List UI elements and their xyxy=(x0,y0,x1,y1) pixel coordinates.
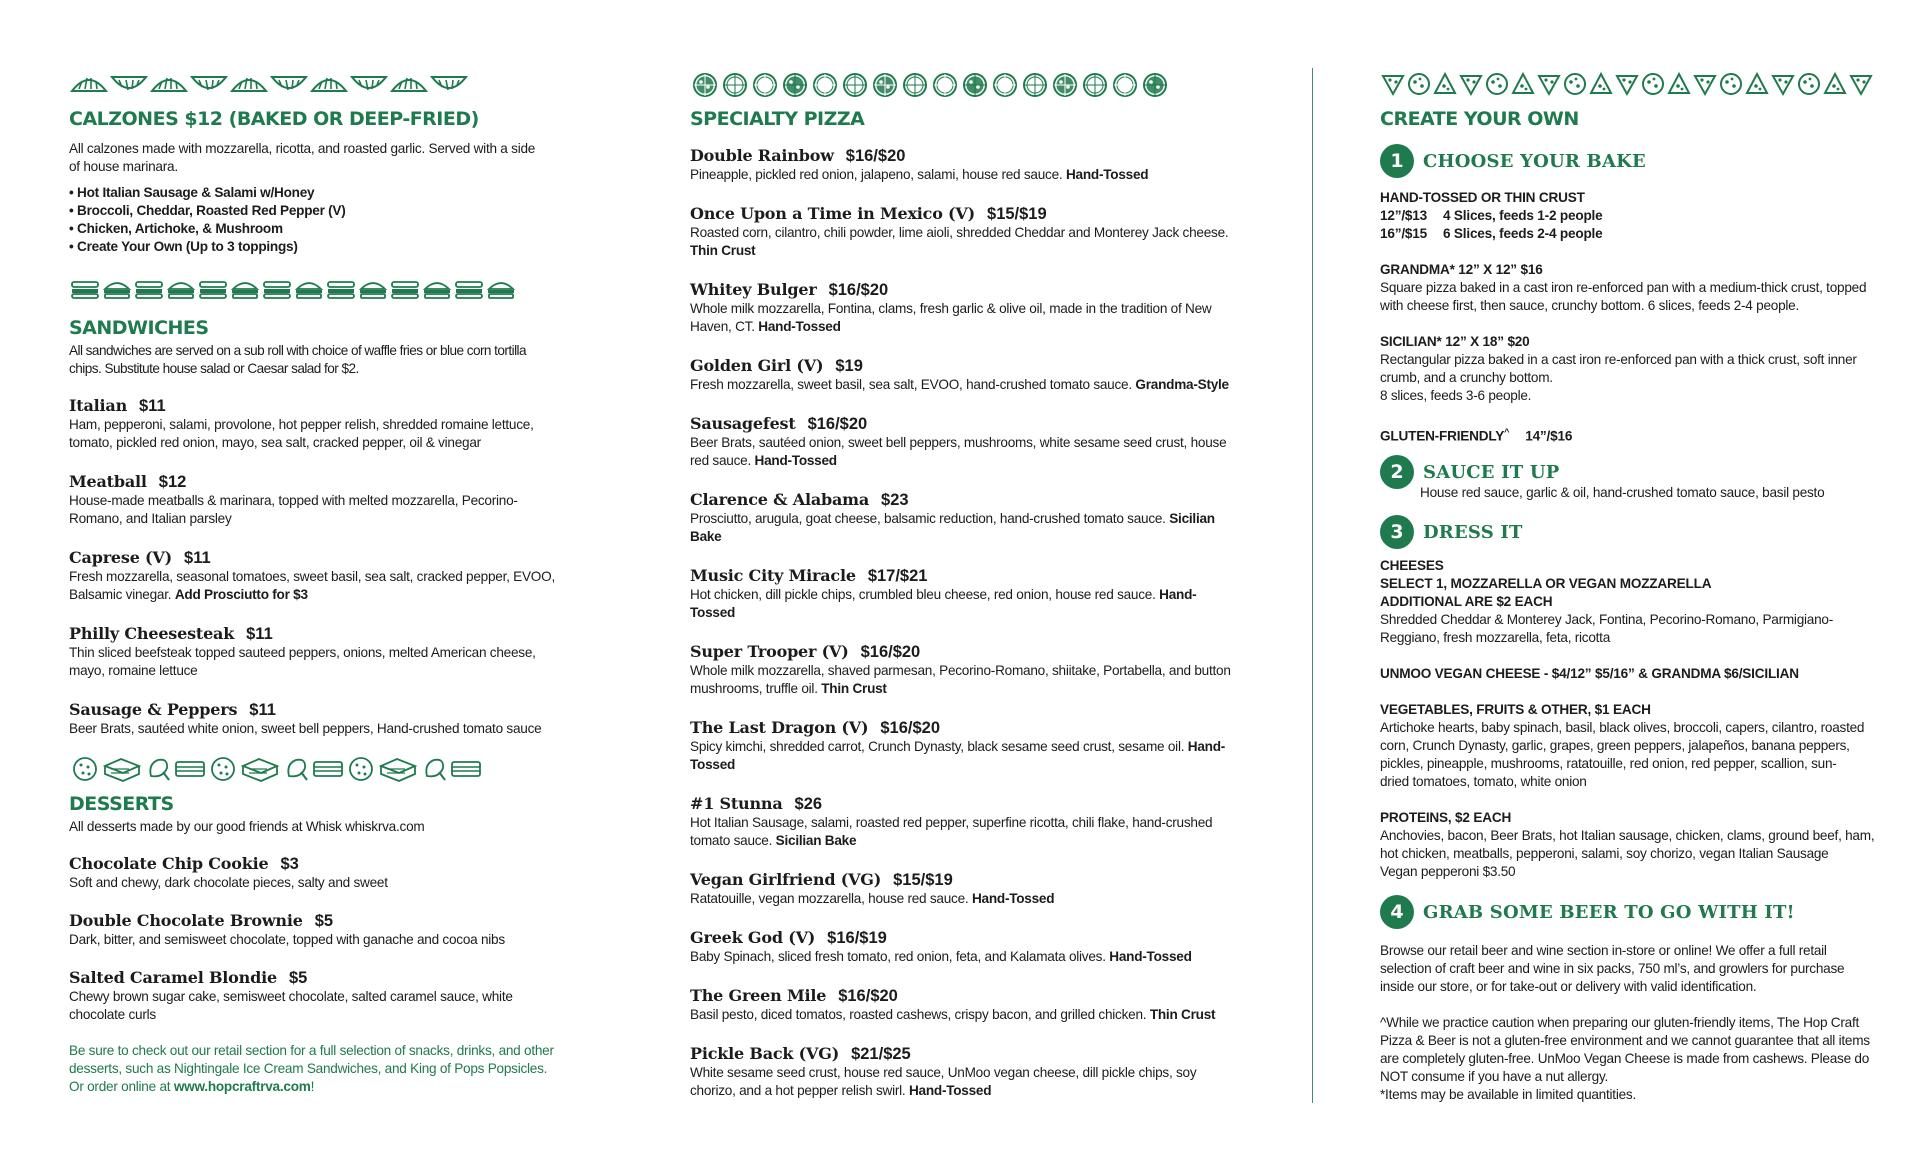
retail-note: Be sure to check out our retail section for a full selection of snacks, drinks, and other desserts, such as Nightingale Ice Cream Sandwiches, and King of Pops Popsicles. Or order online at www.hopcraftrva.com! xyxy=(69,1043,554,1094)
calzone-option: • Broccoli, Cheddar, Roasted Red Pepper (V) xyxy=(69,202,346,220)
pizza-icon xyxy=(810,70,840,100)
item-price: $16/$20 xyxy=(860,643,921,661)
menu-item xyxy=(69,624,559,680)
item-price: $23 xyxy=(881,491,909,509)
crust-style: Hand-Tossed xyxy=(690,739,1226,772)
step-1-header xyxy=(1380,144,1646,178)
calzone-icon xyxy=(389,72,429,94)
sandwich-icon xyxy=(229,277,261,301)
pizza-icon xyxy=(840,70,870,100)
vegetables-heading: VEGETABLES, FRUITS & OTHER, $1 EACH xyxy=(1380,702,1651,717)
item-name: Caprese (V) xyxy=(69,548,173,567)
dessert-icon xyxy=(281,754,311,784)
pizza-slice-icon xyxy=(1406,71,1432,97)
pizza-slice-icon xyxy=(1536,71,1562,97)
pizza-slice-icon xyxy=(1458,71,1484,97)
dessert-icon xyxy=(69,754,101,784)
calzone-icon xyxy=(269,72,309,94)
pizza-slice-icon xyxy=(1640,71,1666,97)
pizza-slice-icon xyxy=(1510,71,1536,97)
step-title: DRESS IT xyxy=(1423,521,1523,543)
item-price: $17/$21 xyxy=(867,567,928,585)
pizza-slice-icon xyxy=(1432,71,1458,97)
pizza-item xyxy=(690,146,1240,184)
item-name: Sausagefest xyxy=(690,414,796,433)
dessert-icon xyxy=(207,754,239,784)
add-on-note: Add Prosciutto for $3 xyxy=(174,587,308,602)
sandwich-icon xyxy=(69,277,101,301)
step-title: GRAB SOME BEER TO GO WITH IT! xyxy=(1423,901,1795,923)
item-name: The Last Dragon (V) xyxy=(690,718,869,737)
pizza-slice-icon xyxy=(1588,71,1614,97)
specialty-pizza-title: SPECIALTY PIZZA xyxy=(690,108,865,130)
step-number-badge: 3 xyxy=(1380,515,1414,549)
menu-item xyxy=(69,854,559,892)
pizza-icon xyxy=(1050,70,1080,100)
item-name: Double Rainbow xyxy=(690,146,834,165)
item-price: $19 xyxy=(835,357,863,375)
website-link[interactable]: www.hopcraftrva.com xyxy=(173,1079,311,1094)
calzone-options xyxy=(69,184,346,256)
proteins-heading: PROTEINS, $2 EACH xyxy=(1380,810,1512,825)
item-name: Clarence & Alabama xyxy=(690,490,870,509)
calzone-icon xyxy=(189,72,229,94)
crust-options-heading: HAND-TOSSED OR THIN CRUST xyxy=(1380,190,1585,205)
item-name: Sausage & Peppers xyxy=(69,700,238,719)
calzones-title: CALZONES $12 (BAKED OR DEEP-FRIED) xyxy=(69,108,479,130)
item-description: Soft and chewy, dark chocolate pieces, salty and sweet xyxy=(69,875,388,890)
pizza-icon xyxy=(720,70,750,100)
vegetables-list: Artichoke hearts, baby spinach, basil, black olives, broccoli, capers, cilantro, roasted corn, Crunch Dynasty, garlic, grapes, green peppers, jalapeños, banana peppers, pickles, pineapple, mushrooms, ratatouille, red onion, red pepper, scallion, sun-dried tomatoes, tomato, white onion xyxy=(1380,720,1865,789)
step-title: CHOOSE YOUR BAKE xyxy=(1423,150,1646,172)
item-name: Music City Miracle xyxy=(690,566,856,585)
gluten-friendly-option: GLUTEN-FRIENDLY^ 14”/$16 xyxy=(1380,427,1573,444)
step-number-badge: 1 xyxy=(1380,144,1414,178)
pizza-slice-icon xyxy=(1848,71,1874,97)
pizza-item xyxy=(690,204,1240,260)
item-description: Whole milk mozzarella, Fontina, clams, fresh garlic & olive oil, made in the tradition of New Haven, CT. Hand-Tossed xyxy=(690,301,1212,334)
dessert-icon xyxy=(239,754,281,784)
sandwich-icon xyxy=(293,277,325,301)
dessert-icon xyxy=(419,754,449,784)
pizza-icon xyxy=(1080,70,1110,100)
pizza-item xyxy=(690,870,1240,908)
crust-style: Hand-Tossed xyxy=(908,1083,992,1098)
pizza-item xyxy=(690,642,1240,698)
sandwich-icon xyxy=(485,277,517,301)
calzone-icon xyxy=(229,72,269,94)
item-price: $15/$19 xyxy=(987,205,1047,223)
item-name: Chocolate Chip Cookie xyxy=(69,854,269,873)
pizza-icon xyxy=(960,70,990,100)
pizza-slice-icon xyxy=(1614,71,1640,97)
crust-style: Hand-Tossed xyxy=(758,319,841,334)
calzone-icon-row xyxy=(69,72,469,94)
item-description: White sesame seed crust, house red sauce, UnMoo vegan cheese, dill pickle chips, soy chorizo, and a hot pepper relish swirl. Hand-Tossed xyxy=(690,1065,1197,1098)
sandwich-icon xyxy=(389,277,421,301)
item-description: Spicy kimchi, shredded carrot, Crunch Dynasty, black sesame seed crust, sesame oil. Hand-Tossed xyxy=(690,739,1226,772)
pizza-slice-icon xyxy=(1744,71,1770,97)
crust-style: Grandma-Style xyxy=(1135,377,1229,392)
crust-style: Thin Crust xyxy=(1149,1007,1216,1022)
item-name: Salted Caramel Blondie xyxy=(69,968,277,987)
sandwiches-description: All sandwiches are served on a sub roll with choice of waffle fries or blue corn tortilla chips. Substitute house salad or Caesar salad for $2. xyxy=(69,343,527,376)
sandwiches-title: SANDWICHES xyxy=(69,317,209,339)
crust-style: Thin Crust xyxy=(690,243,756,258)
dessert-icon xyxy=(143,754,173,784)
calzone-option: • Create Your Own (Up to 3 toppings) xyxy=(69,238,346,256)
calzone-icon xyxy=(109,72,149,94)
size-option-16: 16”/$15 6 Slices, feeds 2-4 people xyxy=(1380,226,1603,241)
pizza-item xyxy=(690,718,1240,774)
step-3-header xyxy=(1380,515,1523,549)
size-option-12: 12”/$13 4 Slices, feeds 1-2 people xyxy=(1380,208,1603,223)
crust-style: Hand-Tossed xyxy=(1065,167,1149,182)
item-price: $26 xyxy=(794,795,823,813)
pizza-icon xyxy=(690,70,720,100)
sicilian-heading: SICILIAN* 12” X 18” $20 xyxy=(1380,334,1530,349)
cheese-additional-rule: ADDITIONAL ARE $2 EACH xyxy=(1380,594,1553,609)
pizza-icon xyxy=(930,70,960,100)
item-name: The Green Mile xyxy=(690,986,827,1005)
menu-item xyxy=(69,911,559,949)
item-description: Ratatouille, vegan mozzarella, house red sauce. Hand-Tossed xyxy=(690,891,1055,906)
item-price: $12 xyxy=(158,473,187,491)
item-price: $16/$20 xyxy=(838,987,898,1005)
sandwich-icon xyxy=(325,277,357,301)
item-price: $11 xyxy=(139,397,166,415)
pizza-item xyxy=(690,490,1240,546)
pizza-slice-icon xyxy=(1692,71,1718,97)
crust-style: Hand-Tossed xyxy=(754,453,837,468)
item-description: Dark, bitter, and semisweet chocolate, topped with ganache and cocoa nibs xyxy=(69,932,505,947)
item-description: Fresh mozzarella, sweet basil, sea salt, EVOO, hand-crushed tomato sauce. Grandma-Style xyxy=(690,377,1229,392)
item-description: Chewy brown sugar cake, semisweet chocolate, salted caramel sauce, white chocolate curls xyxy=(69,989,513,1022)
step-4-header xyxy=(1380,895,1795,929)
item-price: $16/$20 xyxy=(807,415,868,433)
column-divider xyxy=(1312,68,1313,1103)
crust-style: Hand-Tossed xyxy=(971,891,1055,906)
dessert-icon xyxy=(449,757,483,781)
menu-item xyxy=(69,472,559,528)
item-price: $11 xyxy=(246,625,273,643)
cheese-select-rule: SELECT 1, MOZZARELLA OR VEGAN MOZZARELLA xyxy=(1380,576,1712,591)
item-name: Greek God (V) xyxy=(690,928,816,947)
dessert-icon-row xyxy=(69,754,483,784)
item-name: Philly Cheesesteak xyxy=(69,624,235,643)
item-price: $16/$20 xyxy=(845,147,906,165)
grandma-description: Square pizza baked in a cast iron re-enforced pan with a medium-thick crust, topped with cheese first, then sauce, crunchy bottom. 6 slices, feeds 2-4 people. xyxy=(1380,280,1867,313)
item-name: Golden Girl (V) xyxy=(690,356,824,375)
item-description: Fresh mozzarella, seasonal tomatoes, sweet basil, sea salt, cracked pepper, EVOO, Balsamic vinegar. Add Prosciutto for $3 xyxy=(69,569,555,602)
pizza-icon xyxy=(1140,70,1170,100)
pizza-icon xyxy=(990,70,1020,100)
item-name: Whitey Bulger xyxy=(690,280,817,299)
item-description: Prosciutto, arugula, goat cheese, balsamic reduction, hand-crushed tomato sauce. Sicilian Bake xyxy=(690,511,1215,544)
item-description: Baby Spinach, sliced fresh tomato, red onion, feta, and Kalamata olives. Hand-Tossed xyxy=(690,949,1192,964)
sandwich-icon xyxy=(357,277,389,301)
dessert-icon xyxy=(377,754,419,784)
vegan-cheese-pricing: UNMOO VEGAN CHEESE - $4/12” $5/16” & GRANDMA $6/SICILIAN xyxy=(1380,666,1799,681)
sandwich-icon xyxy=(165,277,197,301)
pizza-item xyxy=(690,414,1240,470)
pizza-icon xyxy=(750,70,780,100)
item-price: $11 xyxy=(184,549,211,567)
item-name: Once Upon a Time in Mexico (V) xyxy=(690,204,976,223)
item-name: Super Trooper (V) xyxy=(690,642,849,661)
pizza-slice-icon xyxy=(1666,71,1692,97)
item-description: House-made meatballs & marinara, topped with melted mozzarella, Pecorino-Romano, and Italian parsley xyxy=(69,493,518,526)
calzone-icon xyxy=(149,72,189,94)
pizza-icon xyxy=(780,70,810,100)
sandwich-icon-row xyxy=(69,277,517,301)
item-price: $16/$20 xyxy=(880,719,941,737)
cheeses-heading: CHEESES xyxy=(1380,558,1444,573)
dessert-icon xyxy=(311,757,345,781)
pizza-slice-icon xyxy=(1822,71,1848,97)
menu-item xyxy=(69,700,559,738)
sandwich-icon xyxy=(421,277,453,301)
sicilian-description: Rectangular pizza baked in a cast iron re-enforced pan with a thick crust, soft inner crumb, and a crunchy bottom. 8 slices, feeds 3-6 people. xyxy=(1380,352,1857,403)
crust-style: Hand-Tossed xyxy=(690,587,1197,620)
pizza-item xyxy=(690,566,1240,622)
calzone-option: • Chicken, Artichoke, & Mushroom xyxy=(69,220,346,238)
step-number-badge: 4 xyxy=(1380,895,1414,929)
item-price: $11 xyxy=(249,701,276,719)
pizza-icon xyxy=(870,70,900,100)
item-name: Double Chocolate Brownie xyxy=(69,911,303,930)
menu-item xyxy=(69,548,559,604)
item-name: Pickle Back (VG) xyxy=(690,1044,840,1063)
pizza-item xyxy=(690,356,1240,394)
item-description: Pineapple, pickled red onion, jalapeno, salami, house red sauce. Hand-Tossed xyxy=(690,167,1149,182)
sauce-options: House red sauce, garlic & oil, hand-crushed tomato sauce, basil pesto xyxy=(1420,485,1825,500)
calzones-description: All calzones made with mozzarella, ricotta, and roasted garlic. Served with a side of house marinara. xyxy=(69,141,536,174)
item-price: $3 xyxy=(280,855,299,873)
item-description: Ham, pepperoni, salami, provolone, hot pepper relish, shredded romaine lettuce, tomato, pickled red onion, mayo, sea salt, cracked pepper, oil & vinegar xyxy=(69,417,534,450)
item-price: $5 xyxy=(288,969,308,987)
calzone-icon xyxy=(69,72,109,94)
item-description: Roasted corn, cilantro, chili powder, lime aioli, shredded Cheddar and Monterey Jack cheese. Thin Crust xyxy=(690,225,1229,258)
item-description: Hot Italian Sausage, salami, roasted red pepper, superfine ricotta, chili flake, hand-crushed tomato sauce. Sicilian Bake xyxy=(690,815,1213,848)
item-price: $16/$19 xyxy=(827,929,887,947)
slice-icon-row xyxy=(1380,71,1874,97)
pizza-item xyxy=(690,986,1240,1024)
item-description: Whole milk mozzarella, shaved parmesan, Pecorino-Romano, shiitake, Portabella, and button mushrooms, truffle oil. Thin Crust xyxy=(690,663,1231,696)
item-name: Meatball xyxy=(69,472,147,491)
pizza-icon-row xyxy=(690,70,1170,100)
pizza-slice-icon xyxy=(1380,71,1406,97)
cheese-list: Shredded Cheddar & Monterey Jack, Fontina, Pecorino-Romano, Parmigiano-Reggiano, fresh mozzarella, feta, ricotta xyxy=(1380,612,1833,645)
proteins-list: Anchovies, bacon, Beer Brats, hot Italian sausage, chicken, clams, ground beef, ham, hot chicken, meatballs, pepperoni, salami, soy chorizo, vegan Italian Sausage Vegan pepperoni $3.50 xyxy=(1380,828,1875,879)
dessert-icon xyxy=(101,754,143,784)
item-price: $15/$19 xyxy=(893,871,953,889)
pizza-icon xyxy=(1110,70,1140,100)
item-description: Beer Brats, sautéed onion, sweet bell peppers, mushrooms, white sesame seed crust, house red sauce. Hand-Tossed xyxy=(690,435,1227,468)
pizza-icon xyxy=(1020,70,1050,100)
pizza-item xyxy=(690,280,1240,336)
pizza-icon xyxy=(900,70,930,100)
gluten-disclaimer: ^While we practice caution when preparing our gluten-friendly items, The Hop Craft Pizza & Beer is not a gluten-free environment and we cannot guarantee that all items are completely gluten-free. UnMoo Vegan Cheese is made from cashews. Please do NOT consume if you have a nut allergy. *Items may be available in limited quantities. xyxy=(1380,1015,1870,1102)
item-name: Italian xyxy=(69,396,127,415)
step-number-badge: 2 xyxy=(1380,455,1414,489)
pizza-slice-icon xyxy=(1484,71,1510,97)
menu-item xyxy=(69,396,559,452)
item-price: $21/$25 xyxy=(851,1045,911,1063)
item-price: $16/$20 xyxy=(828,281,889,299)
step-title: SAUCE IT UP xyxy=(1423,461,1560,483)
grandma-heading: GRANDMA* 12” X 12” $16 xyxy=(1380,262,1543,277)
item-name: Vegan Girlfriend (VG) xyxy=(690,870,882,889)
sandwich-icon xyxy=(197,277,229,301)
sandwich-icon xyxy=(261,277,293,301)
menu-item xyxy=(69,968,559,1024)
calzone-icon xyxy=(309,72,349,94)
crust-style: Sicilian Bake xyxy=(690,511,1215,544)
crust-style: Sicilian Bake xyxy=(775,833,857,848)
pizza-slice-icon xyxy=(1796,71,1822,97)
sandwich-icon xyxy=(101,277,133,301)
item-description: Hot chicken, dill pickle chips, crumbled bleu cheese, red onion, house red sauce. Hand-Tossed xyxy=(690,587,1197,620)
desserts-title: DESSERTS xyxy=(69,793,174,815)
dessert-icon xyxy=(345,754,377,784)
pizza-slice-icon xyxy=(1770,71,1796,97)
item-description: Basil pesto, diced tomatos, roasted cashews, crispy bacon, and grilled chicken. Thin Crust xyxy=(690,1007,1216,1022)
crust-style: Hand-Tossed xyxy=(1109,949,1192,964)
calzone-icon xyxy=(429,72,469,94)
beer-description: Browse our retail beer and wine section in-store or online! We offer a full retail selection of craft beer and wine in six packs, 750 ml’s, and growlers for purchase inside our store, or for take-out or delivery with valid identification. xyxy=(1380,943,1845,994)
sandwich-icon xyxy=(133,277,165,301)
create-your-own-title: CREATE YOUR OWN xyxy=(1380,108,1579,130)
item-price: $5 xyxy=(314,912,334,930)
crust-style: Thin Crust xyxy=(821,681,887,696)
desserts-description: All desserts made by our good friends at Whisk whiskrva.com xyxy=(69,819,425,834)
item-name: #1 Stunna xyxy=(690,794,783,813)
pizza-item xyxy=(690,794,1240,850)
sandwich-icon xyxy=(453,277,485,301)
pizza-item xyxy=(690,1044,1240,1100)
item-description: Thin sliced beefsteak topped sauteed peppers, onions, melted American cheese, mayo, romaine lettuce xyxy=(69,645,536,678)
pizza-slice-icon xyxy=(1562,71,1588,97)
pizza-slice-icon xyxy=(1718,71,1744,97)
calzone-icon xyxy=(349,72,389,94)
calzone-option: • Hot Italian Sausage & Salami w/Honey xyxy=(69,184,346,202)
item-description: Beer Brats, sautéed white onion, sweet bell peppers, Hand-crushed tomato sauce xyxy=(69,721,542,736)
pizza-item xyxy=(690,928,1240,966)
dessert-icon xyxy=(173,757,207,781)
